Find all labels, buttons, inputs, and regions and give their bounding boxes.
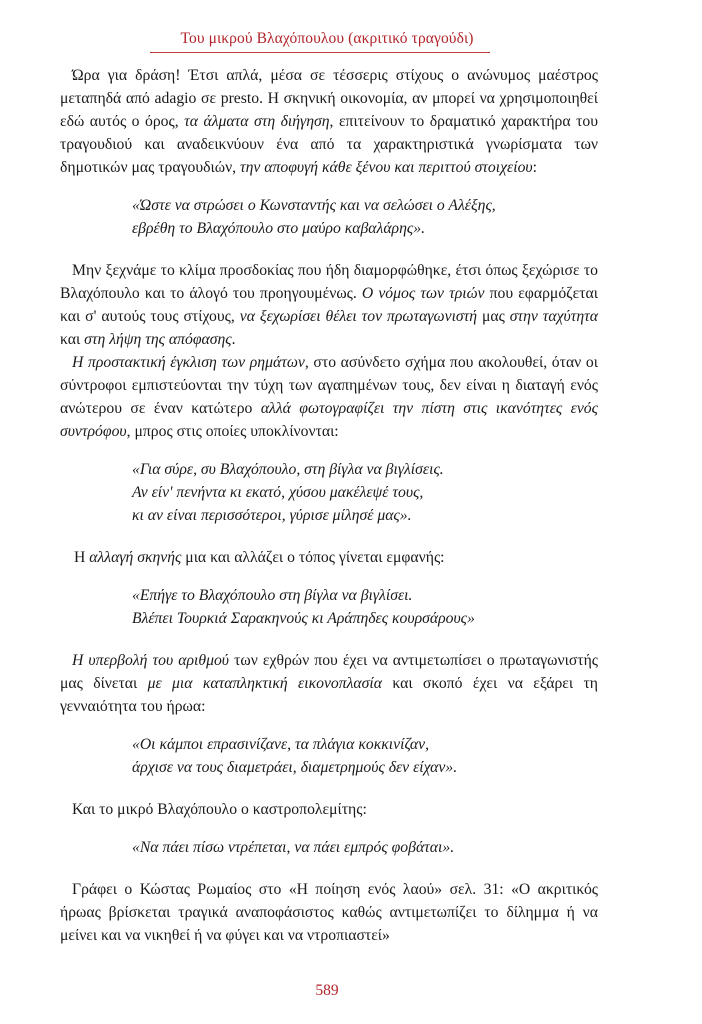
paragraph-5 bbox=[60, 649, 598, 718]
p1-emphasis-a: τα άλματα στη διήγηση bbox=[184, 113, 330, 130]
verse-line: άρχισε να τους διαμετράει, διαμετρημούς δεν είχαν». bbox=[132, 759, 458, 776]
verse-quote-3 bbox=[60, 584, 598, 630]
p1-emphasis-b: την αποφυγή κάθε ξένου και περιττού στοιχείου bbox=[240, 159, 533, 176]
page-body bbox=[60, 64, 598, 947]
verse-line: Βλέπει Τουρκιά Σαρακηνούς κι Αράπηδες κουρσάρους» bbox=[132, 610, 475, 627]
verse-line: κι αν είναι περισσότεροι, γύρισε μίλησέ μας». bbox=[132, 507, 412, 524]
page-number: 589 bbox=[315, 982, 339, 999]
p3-emphasis-b: αλλά φωτογραφίζει την πίστη στις ικανότητες ενός συντρόφου bbox=[60, 400, 599, 440]
verse-line: «Επήγε το Βλαχόπουλο στη βίγλα να βιγλίσει. bbox=[132, 587, 413, 604]
verse-line: εβρέθη το Βλαχόπουλο στο μαύρο καβαλάρης». bbox=[132, 220, 425, 237]
verse-quote-1 bbox=[60, 194, 598, 240]
p2-text-e: . bbox=[231, 331, 236, 348]
verse-quote-5 bbox=[60, 836, 598, 859]
paragraph-6: Και το μικρό Βλαχόπουλο ο καστροπολεμίτης: bbox=[72, 801, 367, 818]
verse-line: «Οι κάμποι επρασινίζανε, τα πλάγια κοκκινίζαν, bbox=[132, 736, 430, 753]
paragraph-1 bbox=[60, 64, 598, 179]
p3-emphasis-a: Η προστακτική έγκλιση των ρημάτων bbox=[72, 354, 305, 371]
paragraph-4 bbox=[60, 546, 598, 569]
p2-emphasis-a: Ο νόμος των τριών bbox=[361, 285, 485, 302]
verse-line: «Ώστε να στρώσει ο Κωνσταντής και να σελώσει ο Αλέξης, bbox=[132, 197, 496, 214]
p2-emphasis-d: στη λήψη της απόφασης bbox=[84, 331, 232, 348]
p4-emphasis-a: αλλαγή σκηνής bbox=[89, 549, 182, 566]
p2-text-d: και bbox=[60, 331, 85, 348]
paragraph-3 bbox=[60, 351, 598, 443]
verse-line: «Να πάει πίσω ντρέπεται, να πάει εμπρός φοβάται». bbox=[132, 839, 455, 856]
p5-text-b: και σκοπό έχει να εξάρει τη γενναιότητα του ήρωα: bbox=[60, 675, 598, 715]
running-header: Του μικρού Βλαχόπουλου (ακριτικό τραγούδι) bbox=[180, 30, 474, 47]
p5-emphasis-a: Η υπερβολή του αριθμού bbox=[72, 652, 229, 669]
p2-text-b: που εφαρμόζεται και σ' αυτούς τους στίχους, bbox=[60, 285, 598, 325]
p4-text-b: μια και αλλάζει ο τόπος γίνεται εμφανής: bbox=[181, 549, 445, 566]
p3-text-b: , μπρος στις οποίες υποκλίνονται: bbox=[126, 423, 339, 440]
verse-quote-2 bbox=[60, 458, 598, 527]
p2-emphasis-b: να ξεχωρίσει θέλει τον πρωταγωνιστή bbox=[239, 308, 478, 325]
p2-text-c: μας bbox=[477, 308, 510, 325]
p1-text-a: Ώρα για δράση! Έτσι απλά, μέσα σε τέσσερις στίχους ο ανώνυμος μαέστρος μεταπηδά από adagio σε presto. Η σκηνική οικονομία, αν μπορεί να χρησιμοποιηθεί εδώ αυτός ο όρος, bbox=[60, 67, 598, 130]
p3-text-a: , στο ασύνδετο σχήμα που ακολουθεί, όταν οι σύντροφοι εμπιστεύονται την τύχη των αγαπημένων τους, δεν είναι η διαταγή ενός ανώτερου σε έναν κατώτερο bbox=[60, 354, 598, 417]
p4-text-a: Η bbox=[74, 549, 90, 566]
p5-text-a: των εχθρών που έχει να αντιμετωπίσει ο πρωταγωνιστής μας δίνεται bbox=[60, 652, 598, 692]
paragraph-2 bbox=[60, 259, 598, 351]
p1-text-b: , επιτείνουν το δραματικό χαρακτήρα του τραγουδιού και αναδεικνύουν ένα από τα χαρακτηριστικά γνωρίσματα των δημοτικών μας τραγουδιών, bbox=[60, 113, 598, 176]
p1-text-c: : bbox=[532, 159, 537, 176]
header-rule bbox=[150, 52, 490, 53]
p5-emphasis-b: με μια καταπληκτική εικονοπλασία bbox=[147, 675, 382, 692]
verse-line: «Για σύρε, συ Βλαχόπουλο, στη βίγλα να βιγλίσεις. bbox=[132, 461, 444, 478]
verse-line: Αν είν' πενήντα κι εκατό, χύσου μακέλεψέ τους, bbox=[132, 484, 424, 501]
p2-emphasis-c: στην ταχύτητα bbox=[509, 308, 599, 325]
paragraph-7: Γράφει ο Κώστας Ρωμαίος στο «Η ποίηση ενός λαού» σελ. 31: «Ο ακριτικός ήρωας βρίσκεται τραγικά αναποφάσιστος καθώς αντιμετωπίζει το δίλημμα ή να μείνει και να νικηθεί ή να φύγει και να ντροπιαστεί» bbox=[60, 881, 598, 944]
p2-text-a: Μην ξεχνάμε το κλίμα προσδοκίας που ήδη διαμορφώθηκε, έτσι όπως ξεχώρισε το Βλαχόπουλο και το άλογό του προηγουμένως. bbox=[60, 262, 598, 302]
verse-quote-4 bbox=[60, 733, 598, 779]
